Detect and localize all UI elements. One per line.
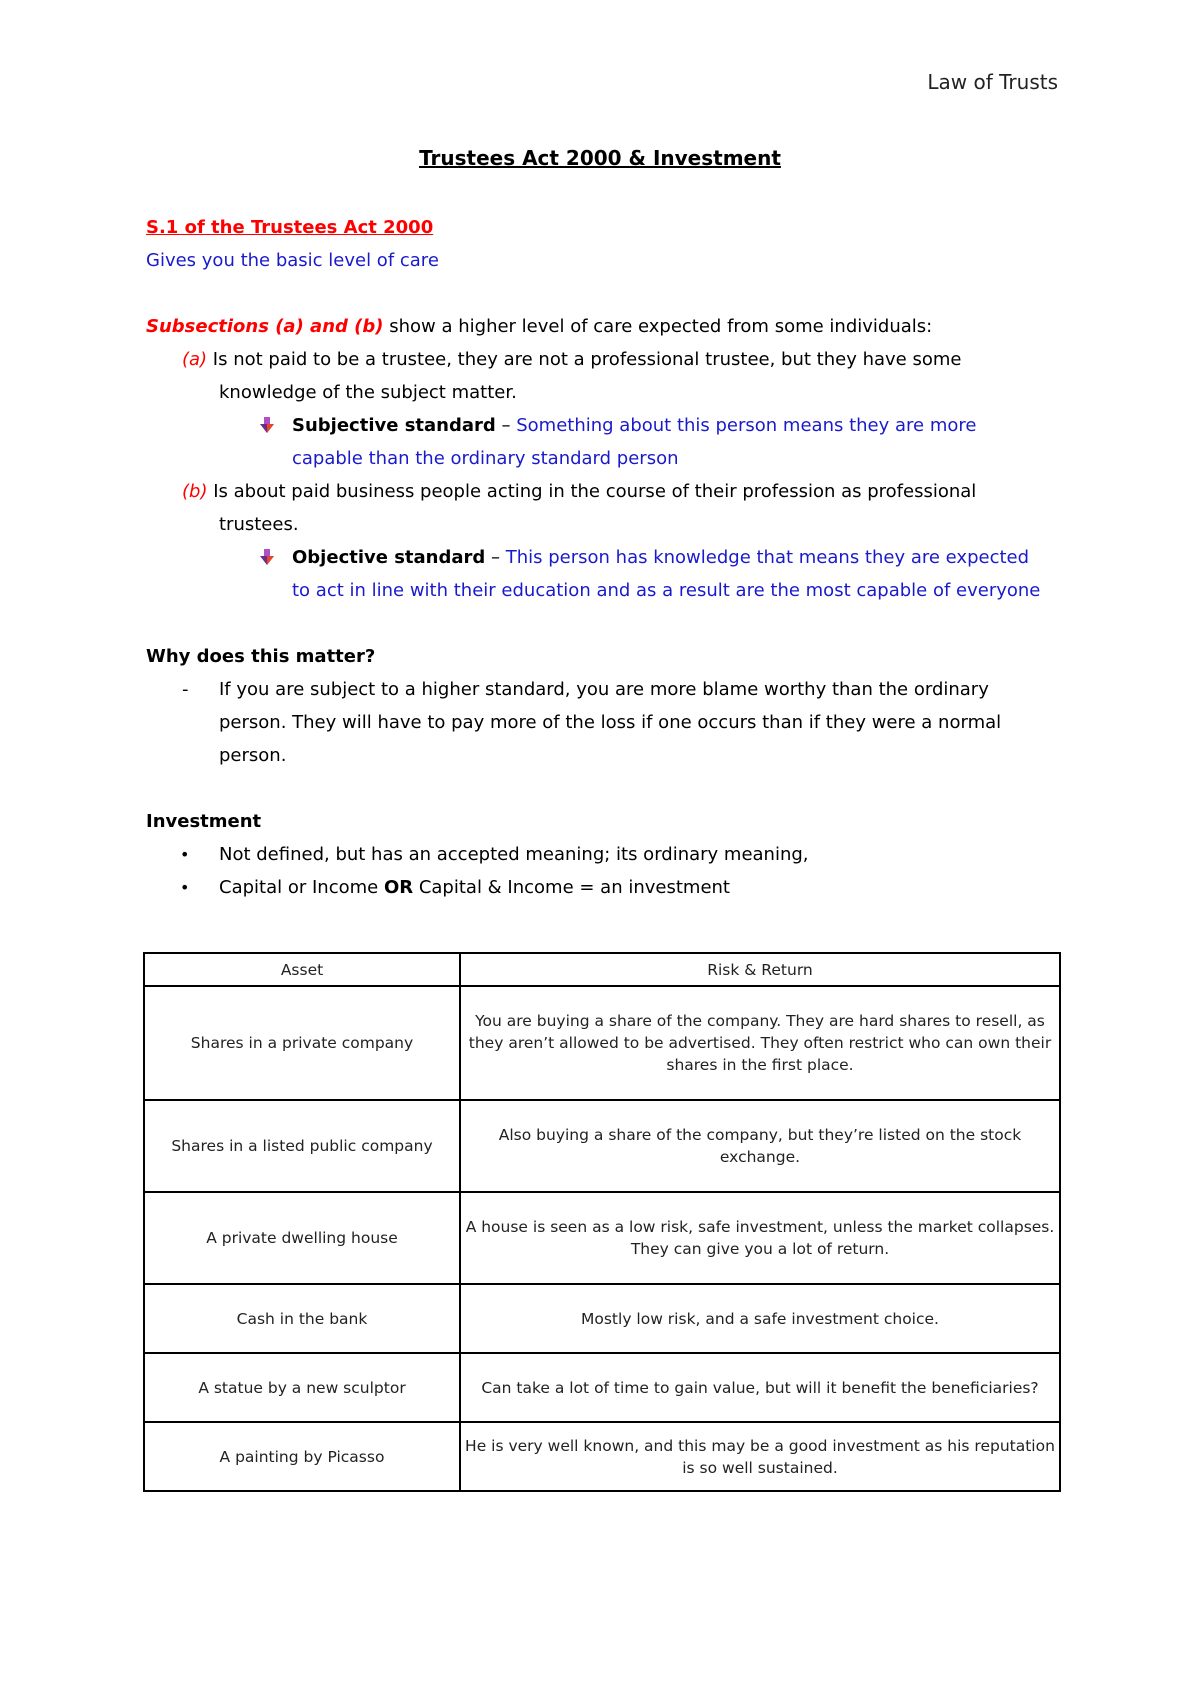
bullet-dot-icon: • [180, 878, 190, 897]
asset-cell: A statue by a new sculptor [144, 1353, 460, 1422]
page-header-course: Law of Trusts [927, 70, 1058, 94]
table-row [144, 1100, 1060, 1192]
dash-bullet: - [182, 679, 189, 700]
subsection-a-label: (a) [182, 349, 208, 370]
table-row [144, 1284, 1060, 1353]
why-line2: person. They will have to pay more of the loss if one occurs than if they were a normal [219, 712, 1002, 733]
objective-standard-label: Objective standard [292, 547, 486, 568]
subjective-dash: – [495, 415, 517, 436]
table-row [144, 1422, 1060, 1491]
subsection-a-text: Is not paid to be a trustee, they are not a professional trustee, but they have some [207, 349, 962, 370]
asset-risk-table [143, 952, 1061, 1492]
objective-standard-line2: to act in line with their education and as a result are the most capable of everyone [292, 580, 1041, 601]
subjective-standard-line2: capable than the ordinary standard person [292, 448, 679, 469]
table-row [144, 1192, 1060, 1284]
why-line3: person. [219, 745, 287, 766]
investment-bullet-2-text [219, 871, 730, 904]
subsection-b-label: (b) [182, 481, 208, 502]
table-row [144, 1353, 1060, 1422]
subsection-a-line1 [182, 343, 961, 376]
risk-cell: You are buying a share of the company. They are hard shares to resell, as they aren’t allowed to be advertised. They often restrict who can own their shares in the first place. [460, 986, 1060, 1100]
objective-standard-text: This person has knowledge that means they are expected [505, 547, 1030, 568]
s1-heading: S.1 of the Trustees Act 2000 [146, 217, 434, 238]
subsection-b-line2: trustees. [219, 514, 299, 535]
investment-heading: Investment [146, 811, 262, 832]
bullet-dot-icon: • [180, 845, 190, 864]
subsection-b-line1 [182, 475, 976, 508]
why-line1: If you are subject to a higher standard, you are more blame worthy than the ordinary [219, 679, 989, 700]
table-header-row [144, 953, 1060, 986]
risk-cell: A house is seen as a low risk, safe investment, unless the market collapses. They can give you a lot of return. [460, 1192, 1060, 1284]
subsections-lead [146, 310, 932, 343]
document-title: Trustees Act 2000 & Investment [419, 146, 781, 170]
risk-cell: Also buying a share of the company, but they’re listed on the stock exchange. [460, 1100, 1060, 1192]
subjective-standard-label: Subjective standard [292, 415, 496, 436]
asset-cell: Shares in a private company [144, 986, 460, 1100]
subjective-standard-line1 [292, 409, 976, 442]
asset-cell: Shares in a listed public company [144, 1100, 460, 1192]
subsections-label: Subsections (a) and (b) [146, 316, 384, 337]
subjective-standard-text: Something about this person means they are more [516, 415, 977, 436]
risk-cell: Mostly low risk, and a safe investment choice. [460, 1284, 1060, 1353]
subsection-b-text: Is about paid business people acting in the course of their profession as professional [207, 481, 977, 502]
bullet-2-post: Capital & Income = an investment [413, 877, 730, 898]
table-header-risk: Risk & Return [460, 953, 1060, 986]
arrow-bullet-icon [258, 548, 276, 566]
investment-bullet-1-text: Not defined, but has an accepted meaning; its ordinary meaning, [219, 844, 809, 865]
asset-cell: Cash in the bank [144, 1284, 460, 1353]
table-row [144, 986, 1060, 1100]
risk-cell: Can take a lot of time to gain value, but will it benefit the beneficiaries? [460, 1353, 1060, 1422]
asset-cell: A private dwelling house [144, 1192, 460, 1284]
subsection-a-line2: knowledge of the subject matter. [219, 382, 517, 403]
risk-cell: He is very well known, and this may be a good investment as his reputation is so well sustained. [460, 1422, 1060, 1491]
subsections-lead-text: show a higher level of care expected from some individuals: [383, 316, 933, 337]
arrow-bullet-icon [258, 416, 276, 434]
why-heading: Why does this matter? [146, 646, 376, 667]
objective-dash: – [485, 547, 506, 568]
bullet-2-or: OR [383, 877, 414, 898]
s1-text: Gives you the basic level of care [146, 250, 439, 271]
table-header-asset: Asset [144, 953, 460, 986]
objective-standard-line1 [292, 541, 1029, 574]
asset-cell: A painting by Picasso [144, 1422, 460, 1491]
bullet-2-pre: Capital or Income [219, 877, 384, 898]
